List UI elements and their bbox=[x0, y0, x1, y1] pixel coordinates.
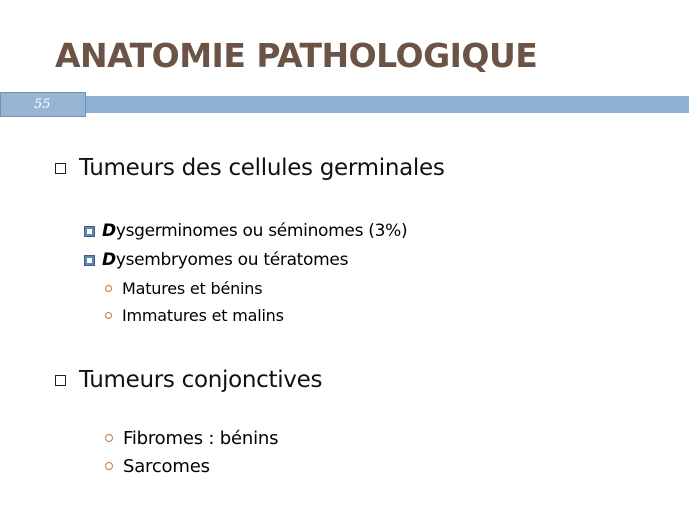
sub-item-text: Immatures et malins bbox=[122, 305, 284, 325]
sub-item-text: Sarcomes bbox=[123, 455, 210, 477]
checkbox-bullet-icon bbox=[55, 163, 66, 174]
circle-bullet-icon bbox=[105, 285, 112, 292]
list-item-rest: ysembryomes ou tératomes bbox=[115, 250, 349, 270]
list-item-initial: D bbox=[102, 221, 116, 241]
sub-item-sarcomes bbox=[105, 455, 210, 477]
sub-item-fibromes bbox=[105, 427, 278, 449]
list-item-text bbox=[102, 221, 407, 241]
section-heading-conjonctives bbox=[55, 364, 322, 396]
section-heading-germinales bbox=[55, 152, 445, 184]
square-bullet-icon bbox=[84, 226, 95, 237]
list-item-dysgerminomes bbox=[84, 219, 407, 243]
list-item-initial: D bbox=[102, 250, 116, 270]
sub-item-immatures bbox=[105, 304, 284, 326]
square-bullet-icon bbox=[84, 255, 95, 266]
slide-title: ANATOMIE PATHOLOGIQUE bbox=[55, 36, 538, 75]
checkbox-bullet-icon bbox=[55, 375, 66, 386]
sub-item-matures bbox=[105, 277, 262, 299]
sub-item-text: Fibromes : bénins bbox=[123, 427, 279, 449]
list-item-dysembryomes bbox=[84, 248, 348, 272]
list-item-text bbox=[102, 250, 348, 270]
section-heading-text: Tumeurs des cellules germinales bbox=[79, 155, 445, 181]
title-accent-bar bbox=[86, 96, 689, 113]
list-item-rest: ysgerminomes ou séminomes (3%) bbox=[115, 221, 408, 241]
section-heading-text: Tumeurs conjonctives bbox=[79, 367, 323, 393]
circle-bullet-icon bbox=[105, 462, 113, 470]
sub-item-text: Matures et bénins bbox=[122, 278, 263, 298]
circle-bullet-icon bbox=[105, 434, 113, 442]
page-number-box: 55 bbox=[0, 92, 86, 117]
circle-bullet-icon bbox=[105, 312, 112, 319]
